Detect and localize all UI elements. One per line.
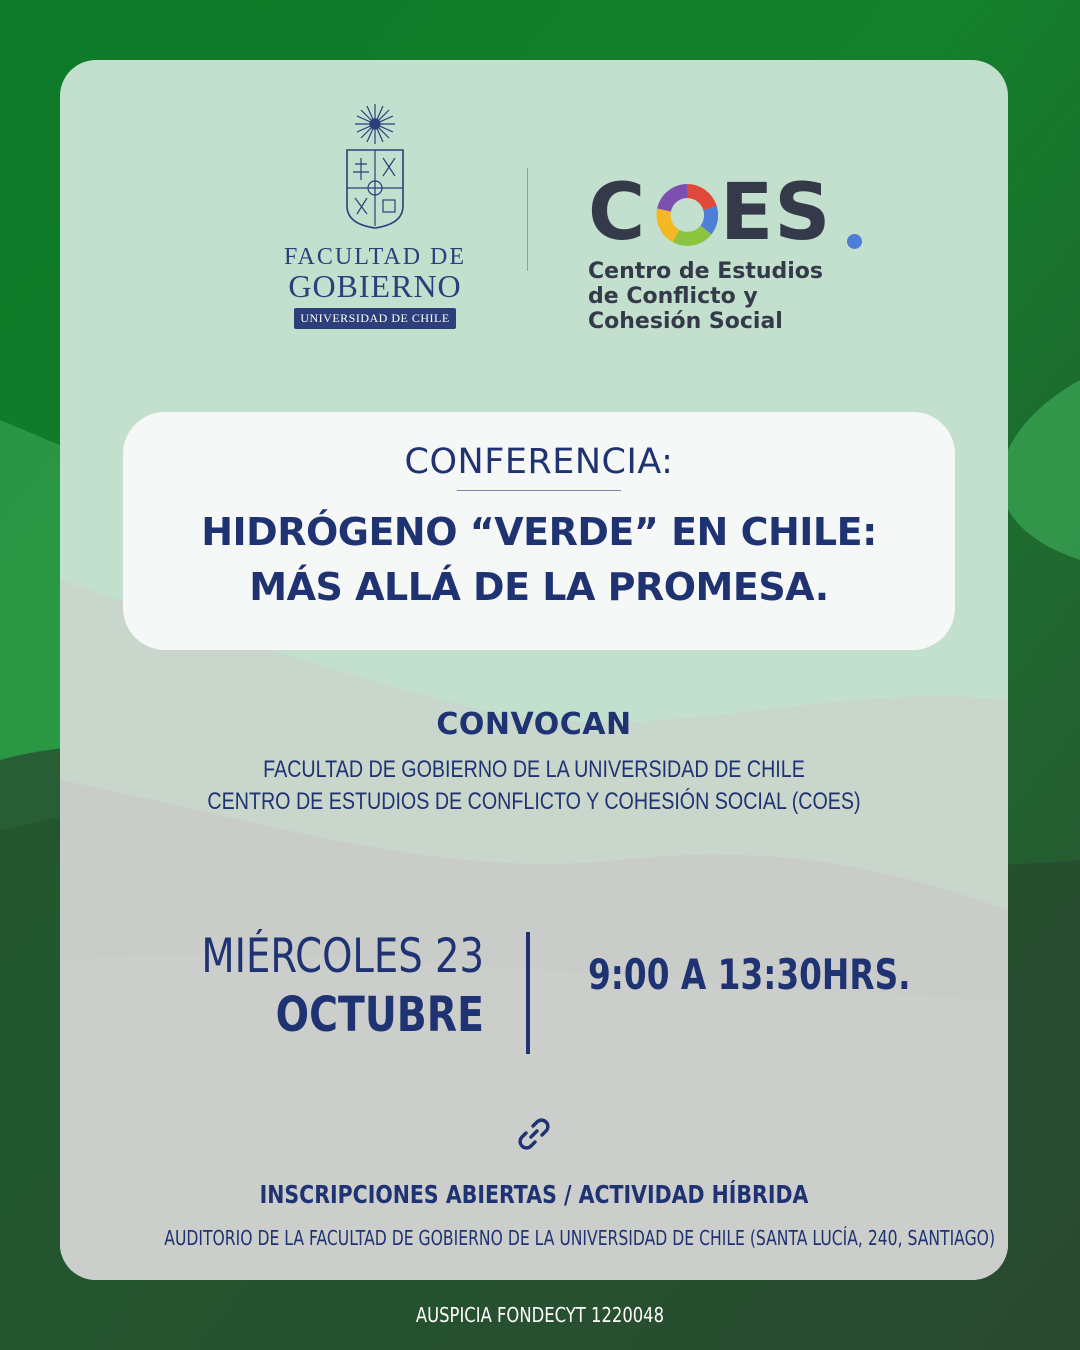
link-icon[interactable] bbox=[514, 1114, 554, 1154]
event-card bbox=[60, 60, 1008, 1280]
venue-address: AUDITORIO DE LA FACULTAD DE GOBIERNO DE LA UNIVERSIDAD DE CHILE (SANTA LUCÍA, 240, SANTIAGO) bbox=[164, 1226, 996, 1250]
coes-letter-c: C bbox=[588, 168, 646, 258]
convocan-organizer: FACULTAD DE GOBIERNO DE LA UNIVERSIDAD DE CHILE bbox=[263, 756, 805, 783]
date-time-divider bbox=[526, 932, 530, 1054]
convocan-heading: CONVOCAN bbox=[436, 707, 632, 742]
coes-subtitle-line: Centro de Estudios bbox=[588, 259, 823, 284]
card-background bbox=[60, 60, 1008, 1280]
event-month: OCTUBRE bbox=[275, 987, 484, 1043]
conference-title-box bbox=[123, 412, 955, 650]
sponsor-text: AUSPICIA FONDECYT 1220048 bbox=[415, 1303, 665, 1327]
university-crest-icon bbox=[343, 102, 407, 230]
convocan-organizer: CENTRO DE ESTUDIOS DE CONFLICTO Y COHESIÓN SOCIAL (COES) bbox=[207, 788, 861, 815]
facultad-gobierno-logo bbox=[275, 102, 475, 329]
event-day: MIÉRCOLES 23 bbox=[201, 929, 484, 984]
logo-divider bbox=[527, 168, 528, 271]
conference-title-line: HIDRÓGENO “VERDE” EN CHILE: bbox=[201, 510, 877, 554]
conference-label: CONFERENCIA: bbox=[404, 442, 674, 482]
facultad-line: FACULTAD DE bbox=[283, 244, 467, 270]
coes-subtitle-line: de Conflicto y bbox=[588, 284, 758, 309]
conference-title bbox=[123, 505, 955, 615]
event-time: 9:00 A 13:30HRS. bbox=[588, 950, 911, 999]
coes-letters-es: ES bbox=[720, 168, 832, 258]
event-date bbox=[60, 928, 484, 1044]
coes-subtitle bbox=[588, 259, 823, 334]
coes-ring-icon bbox=[656, 184, 718, 246]
coes-dot bbox=[847, 234, 862, 249]
coes-subtitle-line: Cohesión Social bbox=[588, 309, 783, 334]
coes-logo bbox=[588, 168, 832, 334]
title-divider bbox=[457, 490, 621, 491]
convocan-section bbox=[60, 707, 1008, 818]
registration-info: INSCRIPCIONES ABIERTAS / ACTIVIDAD HÍBRIDA bbox=[259, 1180, 809, 1209]
coes-wordmark bbox=[588, 168, 832, 258]
conference-title-line: MÁS ALLÁ DE LA PROMESA. bbox=[249, 565, 829, 609]
gobierno-line: GOBIERNO bbox=[288, 268, 462, 304]
universidad-line: UNIVERSIDAD DE CHILE bbox=[294, 308, 455, 329]
